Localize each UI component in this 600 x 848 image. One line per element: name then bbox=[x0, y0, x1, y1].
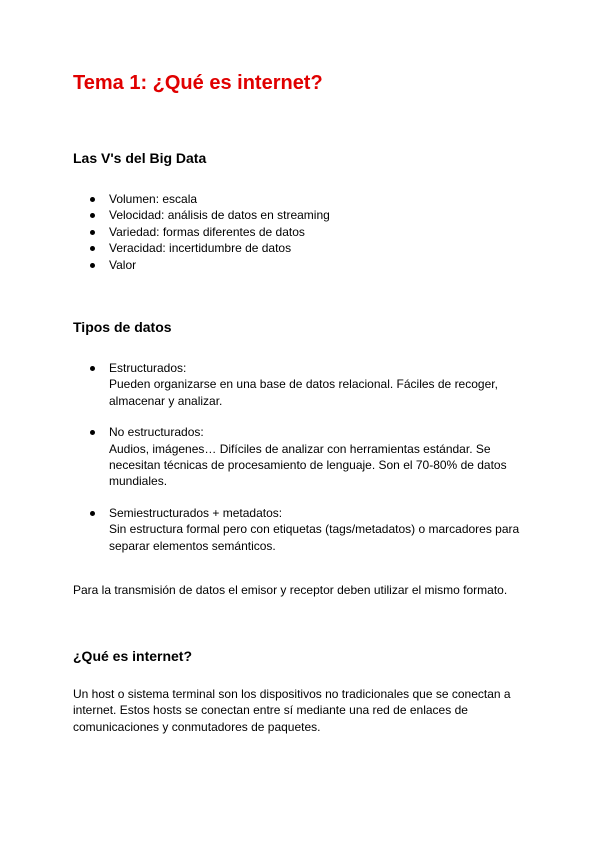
transmission-note: Para la transmisión de datos el emisor y receptor deben utilizar el mismo formato. bbox=[73, 583, 508, 597]
list-item: Velocidad: análisis de datos en streaming bbox=[73, 207, 330, 223]
heading-que-es-internet: ¿Qué es internet? bbox=[73, 648, 193, 664]
list-item-title: Estructurados: bbox=[109, 361, 187, 375]
list-item-body: Audios, imágenes… Difíciles de analizar con herramientas estándar. Se necesitan técnicas de procesamiento de lenguaje. Son el 70-80% de datos mundiales. bbox=[109, 441, 507, 489]
list-item: Volumen: escala bbox=[73, 191, 330, 207]
big-data-list bbox=[73, 191, 330, 273]
list-item bbox=[73, 505, 538, 554]
heading-big-data: Las V's del Big Data bbox=[73, 150, 207, 166]
tipos-datos-list bbox=[73, 360, 538, 554]
list-item: Veracidad: incertidumbre de datos bbox=[73, 240, 330, 256]
list-item-body: Pueden organizarse en una base de datos relacional. Fáciles de recoger, almacenar y analizar. bbox=[109, 377, 498, 408]
list-item-body: Sin estructura formal pero con etiquetas (tags/metadatos) o marcadores para separar elementos semánticos. bbox=[109, 522, 520, 553]
list-item bbox=[73, 424, 538, 490]
internet-paragraph: Un host o sistema terminal son los dispositivos no tradicionales que se conectan a internet. Estos hosts se conectan entre sí mediante una red de enlaces de comunicaciones y conmutadores de paquetes. bbox=[73, 687, 511, 734]
list-item-title: Semiestructurados + metadatos: bbox=[109, 505, 283, 520]
list-item: Valor bbox=[73, 257, 330, 273]
list-item-title: No estructurados: bbox=[109, 425, 204, 440]
heading-tipos-datos: Tipos de datos bbox=[73, 319, 172, 335]
list-item: Variedad: formas diferentes de datos bbox=[73, 224, 330, 240]
page-title: Tema 1: ¿Qué es internet? bbox=[73, 72, 323, 94]
list-item bbox=[73, 360, 538, 409]
